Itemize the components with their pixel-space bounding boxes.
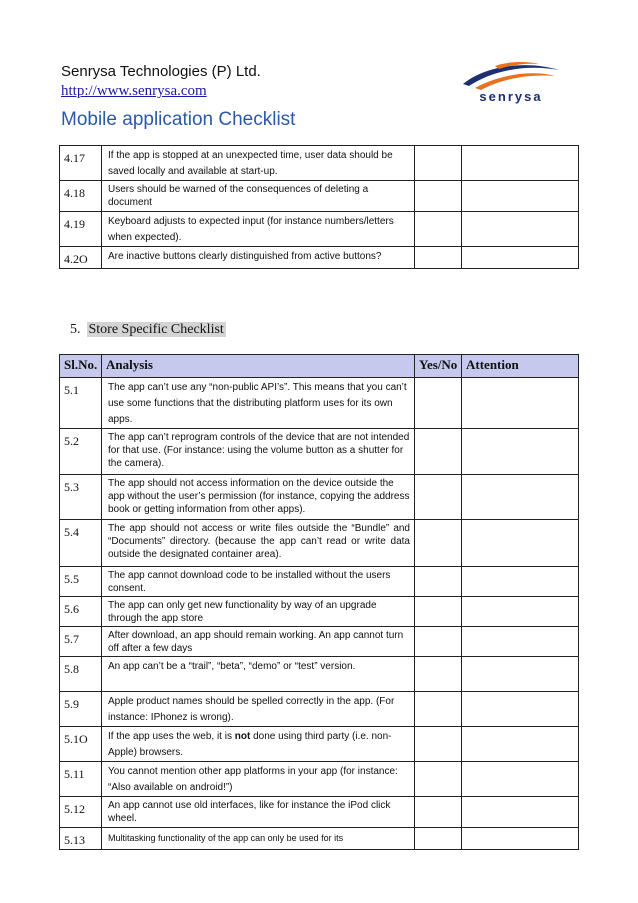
table-row — [60, 692, 579, 727]
attention-cell[interactable] — [462, 475, 579, 520]
row-number: 4.2O — [60, 247, 102, 269]
row-analysis: An app can’t be a “trail”, “beta”, “demo” or “test” version. — [102, 657, 415, 692]
row-number: 4.17 — [60, 146, 102, 181]
analysis-emphasis: not — [234, 731, 251, 742]
row-analysis: You cannot mention other app platforms in your app (for instance: “Also available on android!”) — [102, 762, 415, 797]
page-title: Mobile application Checklist — [61, 109, 296, 130]
row-analysis: The app can’t reprogram controls of the device that are not intended for that use. (For instance: using the volume button as a shutter for the camera). — [102, 429, 415, 475]
row-number: 5.1O — [60, 727, 102, 762]
yes-no-cell[interactable] — [415, 597, 462, 627]
yes-no-cell[interactable] — [415, 657, 462, 692]
yes-no-cell[interactable] — [415, 567, 462, 597]
row-analysis: If the app is stopped at an unexpected time, user data should be saved locally and available at start-up. — [102, 146, 415, 181]
row-analysis: Multitasking functionality of the app can only be used for its — [102, 828, 415, 850]
yes-no-cell[interactable] — [415, 797, 462, 828]
senrysa-logo — [455, 58, 565, 110]
row-analysis — [102, 727, 415, 762]
section-heading — [70, 322, 226, 338]
row-analysis: An app cannot use old interfaces, like for instance the iPod click wheel. — [102, 797, 415, 828]
row-analysis: The app should not access information on the device outside the app without the user’s permission (for instance, copying the address book or getting information from other apps). — [102, 475, 415, 520]
table-row — [60, 567, 579, 597]
section-number: 5. — [70, 322, 81, 337]
table-row — [60, 597, 579, 627]
attention-cell[interactable] — [462, 627, 579, 657]
row-number: 5.12 — [60, 797, 102, 828]
row-analysis: Users should be warned of the consequences of deleting a document — [102, 181, 415, 212]
row-number: 5.9 — [60, 692, 102, 727]
table-header-row — [60, 355, 579, 378]
row-number: 5.11 — [60, 762, 102, 797]
row-analysis: After download, an app should remain working. An app cannot turn off after a few days — [102, 627, 415, 657]
header-slno: Sl.No. — [60, 355, 102, 378]
yes-no-cell[interactable] — [415, 692, 462, 727]
yes-no-cell[interactable] — [415, 212, 462, 247]
row-number: 5.13 — [60, 828, 102, 850]
row-analysis: Apple product names should be spelled correctly in the app. (For instance: IPhonez is wrong). — [102, 692, 415, 727]
attention-cell[interactable] — [462, 247, 579, 269]
table-row — [60, 727, 579, 762]
table-row — [60, 797, 579, 828]
row-number: 5.1 — [60, 378, 102, 429]
yes-no-cell[interactable] — [415, 627, 462, 657]
table-row — [60, 378, 579, 429]
table-row — [60, 657, 579, 692]
yes-no-cell[interactable] — [415, 146, 462, 181]
attention-cell[interactable] — [462, 378, 579, 429]
row-number: 5.2 — [60, 429, 102, 475]
row-analysis: The app can’t use any “non-public API’s”. This means that you can’t use some functions that the distributing platform uses for its own apps. — [102, 378, 415, 429]
table-row — [60, 520, 579, 567]
attention-cell[interactable] — [462, 797, 579, 828]
yes-no-cell[interactable] — [415, 727, 462, 762]
header-analysis: Analysis — [102, 355, 415, 378]
yes-no-cell[interactable] — [415, 828, 462, 850]
table-row — [60, 475, 579, 520]
row-analysis: The app cannot download code to be installed without the users consent. — [102, 567, 415, 597]
section-title: Store Specific Checklist — [88, 322, 224, 337]
row-number: 4.19 — [60, 212, 102, 247]
logo-wordmark: senrysa — [479, 89, 543, 104]
row-number: 5.5 — [60, 567, 102, 597]
table-row — [60, 762, 579, 797]
row-number: 5.6 — [60, 597, 102, 627]
checklist-table-continued — [59, 145, 579, 269]
attention-cell[interactable] — [462, 212, 579, 247]
yes-no-cell[interactable] — [415, 520, 462, 567]
row-analysis: Are inactive buttons clearly distinguished from active buttons? — [102, 247, 415, 269]
yes-no-cell[interactable] — [415, 378, 462, 429]
analysis-text-end: done using third party (i.e. non-Apple) browsers. — [108, 731, 392, 758]
header-yesno: Yes/No — [415, 355, 462, 378]
table-row — [60, 627, 579, 657]
attention-cell[interactable] — [462, 181, 579, 212]
attention-cell[interactable] — [462, 567, 579, 597]
row-analysis: The app should not access or write files outside the “Bundle” and “Documents” directory. (because the app can’t read or write data outside the designated container area). — [102, 520, 415, 567]
yes-no-cell[interactable] — [415, 181, 462, 212]
attention-cell[interactable] — [462, 429, 579, 475]
analysis-text-start: If the app uses the web, it is — [108, 731, 235, 742]
table-row — [60, 181, 579, 212]
attention-cell[interactable] — [462, 762, 579, 797]
row-number: 5.7 — [60, 627, 102, 657]
row-number: 5.8 — [60, 657, 102, 692]
store-checklist-table — [59, 354, 579, 850]
table-row — [60, 429, 579, 475]
attention-cell[interactable] — [462, 692, 579, 727]
attention-cell[interactable] — [462, 520, 579, 567]
table-row — [60, 146, 579, 181]
row-analysis: Keyboard adjusts to expected input (for instance numbers/letters when expected). — [102, 212, 415, 247]
attention-cell[interactable] — [462, 657, 579, 692]
row-number: 4.18 — [60, 181, 102, 212]
attention-cell[interactable] — [462, 597, 579, 627]
row-analysis: The app can only get new functionality by way of an upgrade through the app store — [102, 597, 415, 627]
row-number: 5.3 — [60, 475, 102, 520]
company-url-link[interactable]: http://www.senrysa.com — [61, 83, 207, 99]
yes-no-cell[interactable] — [415, 247, 462, 269]
attention-cell[interactable] — [462, 727, 579, 762]
logo-swoosh-icon — [455, 58, 565, 92]
row-number: 5.4 — [60, 520, 102, 567]
company-name: Senrysa Technologies (P) Ltd. — [61, 63, 261, 80]
attention-cell[interactable] — [462, 828, 579, 850]
yes-no-cell[interactable] — [415, 762, 462, 797]
table-row — [60, 212, 579, 247]
table-row — [60, 828, 579, 850]
table-row — [60, 247, 579, 269]
yes-no-cell[interactable] — [415, 429, 462, 475]
header-attention: Attention — [462, 355, 579, 378]
attention-cell[interactable] — [462, 146, 579, 181]
yes-no-cell[interactable] — [415, 475, 462, 520]
